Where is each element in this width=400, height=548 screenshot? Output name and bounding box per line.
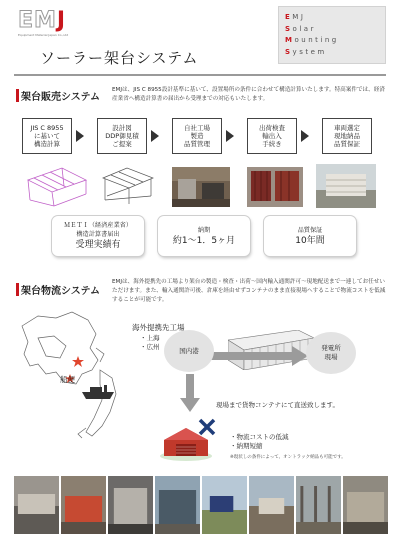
site-photo (202, 476, 247, 534)
brand-line: System (285, 47, 327, 56)
sales-heading-text: 架台販売システム (21, 92, 100, 103)
city-guangzhou-label: ・広州 (140, 343, 160, 351)
city-shanghai-label: ・上海 (140, 334, 160, 342)
heading-accent-bar (16, 283, 19, 296)
bottom-photo-strip (14, 476, 388, 534)
brand-box (278, 6, 386, 64)
heading-accent-bar (16, 89, 19, 102)
delivered-material-photo (316, 164, 376, 208)
flow-step-manufacturing: 自社工場 製造 品質管理 (172, 118, 222, 154)
lead-time-badge: 納期 約1～1．5ヶ月 (158, 216, 250, 256)
ship-icon (82, 384, 114, 398)
mount-sketch-image (97, 160, 159, 208)
domestic-port-node: 国内港 (164, 330, 214, 372)
benefit-cost-reduction: ・物流コストの低減 (230, 433, 289, 441)
brand-line: Solar (285, 24, 316, 33)
overseas-factory-label: 海外提携先工場 (132, 323, 185, 332)
arrow-port-to-site-icon (200, 346, 308, 366)
flow-step-shipping: 出荷検査 輸出入 手続き (247, 118, 297, 154)
site-photo (14, 476, 59, 534)
container-photo (247, 167, 303, 207)
site-photo (108, 476, 153, 534)
flow-step-design-quote: 設計図 DDP御見積 ご提案 (97, 118, 147, 154)
site-photo (249, 476, 294, 534)
power-plant-site-node: 発電所 現場 (306, 332, 356, 374)
logistics-description: EMJは、海外提携先の工場より架台の製造・検査・出荷～国内輸入通関許可～現地配送まで一連してお任せいただけます。また、輸入通関許可後、倉庫を経由せずコンテナのまま直接現場へすることで物流コストを低減することが可能です。 (112, 279, 386, 303)
brand-line: Mounting (285, 36, 339, 44)
site-photo (61, 476, 106, 534)
flow-arrow-icon (301, 130, 309, 142)
ship-label: 船便 (60, 375, 75, 384)
flow-arrow-icon (151, 130, 159, 142)
logistics-section-heading (16, 282, 108, 298)
page-title: ソーラー架台システム (40, 49, 199, 67)
site-photo (296, 476, 341, 534)
flow-arrow-icon (226, 130, 234, 142)
logo-em: EM (18, 8, 57, 33)
site-photo (155, 476, 200, 534)
factory-photo (172, 167, 230, 207)
flow-step-structural-calc: JIS C 8955 に基いて 構造計算 (22, 118, 72, 154)
benefit-lead-time: ・納期短縮 (230, 442, 263, 450)
emj-logo (18, 10, 100, 44)
site-photo (343, 476, 388, 534)
meti-approval-badge: ＭＥＴＩ（経済産業省） 構造計算書届出 受理実績有 (52, 216, 144, 256)
brand-line: EMJ (285, 13, 306, 21)
cross-mark-icon (198, 418, 216, 436)
direct-delivery-label: 現場まで貨物コンテナにて直送致します。 (216, 401, 339, 409)
onsite-delivery-note: ※現状しの条件によって、オントラック納品も可能です。 (230, 455, 346, 460)
logo-j: J (56, 8, 67, 33)
header-divider (14, 74, 386, 76)
logo-tagline: Equipment Material Japan Co.,Ltd (18, 33, 69, 37)
logo-wordmark (18, 10, 100, 32)
sales-section-heading (16, 88, 108, 104)
warranty-badge: 品質保証 10年間 (264, 216, 356, 256)
arrow-port-down-icon (180, 374, 200, 412)
sales-description: EMJは、JIS C 8955設計基準に基いて、設置場所の条件に合わせて構造計算いたします。特高案件では、経済産業省へ構造計算書の届出から受理までの対応もいたします。 (112, 87, 385, 102)
logistics-heading-text: 架台物流システム (21, 286, 100, 297)
flow-step-delivery: 車両選定 現地納品 品質保証 (322, 118, 372, 154)
flow-arrow-icon (76, 130, 84, 142)
structure-drawing-image (22, 160, 92, 208)
